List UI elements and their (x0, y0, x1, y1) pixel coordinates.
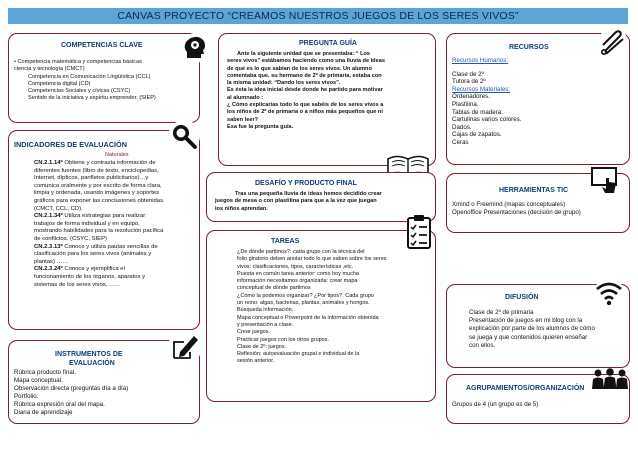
list-item: Cajas de zapatos. (452, 131, 502, 139)
indicator-text: limpia y ordenada, usando imágenes y soportes (34, 190, 160, 197)
indicator-text: funcionamiento de los órganos, aparatos y (34, 273, 146, 280)
text-line: Presentación de juegos en mi blog con la (469, 317, 583, 325)
list-item (34, 160, 200, 168)
indicator-text: diferentes fuentes (libro de texto, enciclopedias, (34, 167, 159, 174)
list-item (34, 259, 200, 267)
desafio-text (215, 191, 435, 213)
list-item: Puesta en común tarea anterior: como hoy mucha (237, 270, 359, 277)
list-item: ¿Cómo la podemos organizar? ¿Por tipos?. Cada grupo (237, 292, 374, 299)
instrumentos-heading-1: INSTRUMENTOS DE (55, 351, 123, 358)
page-title: CANVAS PROYECTO “CREAMOS NUESTROS JUEGOS DE LOS SERES VIVOS” (8, 8, 628, 24)
indicator-text: comunica oralmente y por escrito de forma clara, (34, 182, 162, 189)
text-line: seres vivos” estábamos haciendo como una lluvia de ideas (227, 58, 385, 65)
list-item (34, 274, 200, 282)
list-item (34, 183, 200, 191)
list-item: ¿De dónde partimos?: cada grupo con la técnica del (237, 249, 365, 255)
text-line: al alumnado : (227, 94, 264, 101)
list-item (34, 221, 200, 229)
list-item (34, 198, 200, 206)
list-item (34, 282, 200, 290)
list-item: Grupos de 4 (un grupo es de 5) (452, 401, 539, 408)
text-line: Clase de 2º de primaria (469, 309, 534, 316)
list-item (34, 168, 200, 176)
agrupamientos-heading: AGRUPAMIENTOS/ORGANIZACIÓN (466, 385, 585, 392)
list-item: Tutora de 2º (452, 78, 486, 86)
list-item: • Competencia matemática y competencias básicas (14, 59, 142, 65)
list-item (34, 175, 200, 183)
list-item: Mapa conceptual o Powerpoint de la información obtenida (237, 314, 379, 321)
desafio-box (206, 172, 436, 222)
text-line: ¿ Cómo explicarías todo lo que sabéis de los seres vivos a (227, 102, 384, 109)
list-item: ciencia y tecnología (CMCT) (14, 66, 85, 73)
text-line: los niños de 2º de primaria o a niños más pequeños que ni (227, 109, 383, 116)
list-item: y presentación a clase. (237, 321, 294, 328)
text-line: juegos de mesa o con plastilina para que a la vez que juegan (215, 198, 377, 205)
indicator-code: CN.2.1.14º (34, 160, 63, 166)
pregunta-heading: PREGUNTA GUÍA (299, 40, 357, 47)
list-item: Tablas de madera. (452, 108, 503, 116)
list-item (34, 266, 200, 274)
list-item: Sentido de la iniciativa y espíritu emprender. (SIEP) (28, 95, 156, 102)
list-item: información necesitamos organizarla: crear mapa (237, 278, 358, 285)
competencias-list (14, 59, 199, 103)
list-item (34, 190, 200, 198)
text-line: de qué es lo que sabían de los seres vivos. Un alumno (227, 65, 372, 72)
tareas-list (237, 249, 433, 366)
list-item: Competencias Sociales y cívicas (CSYC) (28, 88, 131, 95)
text-line: los niños aprendan. (215, 205, 268, 212)
tareas-heading: TAREAS (271, 238, 300, 245)
text-line: Esa fue la pregunta guía. (227, 123, 294, 130)
list-item: Xmind o Freemind (mapas conceptuales) (452, 201, 566, 208)
list-item: Crear juegos. (237, 329, 271, 336)
instrumentos-heading-2: EVALUACIÓN (69, 360, 115, 367)
agrupamientos-list (452, 401, 627, 408)
recursos-humanos-label: Recursos Humanos: (452, 57, 509, 64)
list-item: conceptual de dónde partimos (237, 285, 311, 292)
wifi-icon (594, 278, 624, 308)
safety-pin-icon (598, 28, 628, 58)
list-item: folio giratorio deben anotar todo lo que saben sobre los seres (237, 256, 387, 263)
list-item: vivos: clasificaciones, tipos, características ,etc. (237, 263, 354, 270)
text-line: la misma unidad: “Dando los seres vivos”. (227, 80, 341, 87)
list-item: Mapa conceptual. (14, 376, 63, 384)
indicadores-heading: INDICADORES DE EVALUACIÓN (14, 140, 127, 149)
list-item: Reflexión: autoevaluación grupal e individual de la (237, 351, 360, 358)
indicator-text: de conflictos. (CSYC, SIEP) (34, 235, 108, 242)
desafio-heading: DESAFÍO Y PRODUCTO FINAL (255, 180, 357, 187)
text-line: saben leer? (227, 116, 259, 123)
list-item (34, 213, 200, 221)
list-item: Clase de 2º (452, 70, 484, 78)
herramientas-list (452, 201, 627, 217)
text-line: Ante la siguiente unidad que se presentaba: “ Los (237, 51, 371, 57)
list-item (34, 244, 200, 252)
list-item: Dados. (452, 123, 472, 131)
text-line: Tras una pequeña lluvia de ideas hemos decidido crear (235, 191, 382, 197)
indicator-text: gráficos para exponer las conclusiones obtenidas. (34, 197, 165, 204)
indicator-code: CN.2.3.24º (34, 266, 63, 273)
indicadores-box (8, 130, 200, 330)
pen-paper-icon (168, 330, 202, 364)
list-item: Búsqueda información. (237, 307, 294, 314)
recursos-materiales-label: Recursos Materiales: (452, 85, 511, 93)
magnifier-icon (168, 120, 200, 152)
list-item: Cartulinas varios colores. (452, 116, 522, 124)
list-item (34, 236, 200, 244)
list-item: Ceras (452, 138, 469, 146)
list-item: Practicar juegos con los otros grupos. (237, 336, 330, 343)
text-line: explicación por parte de los alumnos de cómo (469, 325, 595, 333)
people-group-icon (590, 368, 630, 390)
checklist-icon (404, 214, 434, 250)
list-item: Competencia en Comunicación Lingüística (CCL) (28, 73, 151, 80)
indicator-text: plantas) …… (34, 258, 69, 265)
text-line: Es ésta la idea inicial desde donde he partido para motivar (227, 87, 383, 94)
indicator-text: mostrando habilidades para la resolución pacífica (34, 228, 164, 235)
list-item (34, 251, 200, 259)
difusion-heading: DIFUSIÓN (505, 294, 539, 301)
indicator-text: Conoce y ejemplifica el (62, 266, 125, 273)
recursos-heading: RECURSOS (509, 44, 549, 51)
list-item: sesión anterior. (237, 358, 275, 365)
list-item: Rúbrica expresión oral del mapa. (14, 400, 105, 408)
competencias-box (8, 33, 200, 123)
indicator-text: Conoce y utiliza pautas sencillas de (62, 243, 158, 250)
indicator-text: sistemas de los seres vivos, …… (34, 281, 121, 288)
list-item: Competencia digital (CD) (28, 80, 91, 87)
list-item: un reino: algas, bacterias, plantas, animales y hongos. (237, 300, 370, 307)
competencias-heading: COMPETENCIAS CLAVE (61, 42, 143, 49)
text-line: se juega y que contenidos quieren enseñar (469, 333, 588, 341)
herramientas-heading: HERRAMIENTAS TIC (499, 187, 569, 194)
indicator-code: CN.2.3.13º (34, 243, 63, 250)
indicator-text: trabajos de forma individual y en equipo, (34, 220, 140, 227)
indicator-text: Obtiene y contrasta información de (62, 160, 156, 166)
list-item: Clase de 2º: juegos. (237, 343, 287, 350)
touch-screen-icon (590, 165, 622, 195)
list-item (34, 228, 200, 236)
instrumentos-list (14, 369, 199, 416)
tareas-box (206, 230, 436, 402)
text-line: comentaba que, su hermano de 2º de primaria, estaba con (227, 72, 382, 79)
text-line: con ellos. (469, 341, 496, 349)
indicator-text: Internet, dípticos, panfletos publicitarios)…y (34, 175, 149, 182)
brain-gear-icon (180, 33, 210, 63)
list-item: Openoffice Presentaciones (decisión de grupo) (452, 209, 581, 216)
list-item: Plastilina. (452, 100, 479, 108)
indicator-text: clasificación para los seres vivos (animales y (34, 251, 152, 258)
difusion-text (469, 309, 625, 350)
list-item: Diana de aprendizaje (14, 408, 73, 416)
list-item: Observación directa (preguntas día a día) (14, 384, 129, 392)
list-item: Ordenadores. (452, 93, 490, 101)
indicator-text: (CMCT, CCL, CD). (34, 205, 83, 212)
indicator-text: Utiliza estrategias para realizar (62, 213, 146, 220)
indicadores-subheading: Naturales (105, 152, 129, 158)
list-item (34, 206, 200, 214)
pregunta-text (227, 51, 433, 131)
indicadores-list (34, 160, 200, 289)
list-item: Portfolio. (14, 392, 39, 400)
recursos-list (452, 57, 627, 147)
pregunta-box (218, 33, 436, 166)
indicator-code: CN.2.1.34º (34, 213, 63, 220)
list-item: Rúbrica producto final. (14, 369, 76, 376)
